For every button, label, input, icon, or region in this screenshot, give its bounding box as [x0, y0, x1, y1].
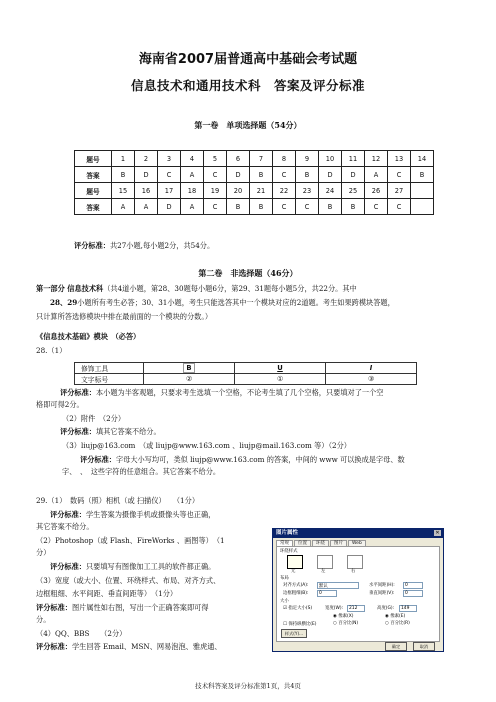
doc-title: 海南省2007届普通高中基础会考试题: [138, 52, 358, 67]
part1-note: 评分标准：共27小题,每小题2分，共54分。: [74, 241, 215, 250]
table-cell: B: [250, 199, 273, 215]
table-cell: 20: [227, 183, 250, 199]
table-cell: D: [319, 167, 342, 183]
q29-part2: （2）Photoshop（或 Flash、FireWorks 、画图等） （1: [36, 536, 225, 545]
score-note-6b: 分。: [36, 615, 51, 624]
part2-line2: 28、29小题所有考生必答；30、31小题，考生只能选答其中一个模块对应的2道题。考生如果跨模块答题，: [50, 298, 395, 307]
height-field[interactable]: 149: [399, 605, 417, 612]
table-row: 文字标号 ② ① ③: [75, 374, 417, 385]
module-heading: 《信息技术基础》模块 （必答）: [36, 332, 141, 341]
table-cell: D: [135, 167, 158, 183]
border-label: 边框粗细(B):: [283, 591, 309, 596]
table-cell: 21: [250, 183, 273, 199]
tab-position[interactable]: 位置: [294, 540, 311, 547]
height-label: 高度(G):: [377, 606, 395, 611]
vspace-label: 垂直间距(V):: [369, 591, 395, 596]
table-cell: B: [112, 167, 135, 183]
table-cell: C: [296, 199, 319, 215]
bold-icon: B: [183, 363, 194, 373]
score-note-2: 评分标准：填其它答案不给分。: [60, 427, 161, 436]
q29-part4: （4）QQ、BBS （2分）: [36, 629, 127, 638]
table-cell: D: [342, 167, 365, 183]
border-field[interactable]: 0: [317, 590, 337, 597]
table-cell: [411, 183, 434, 199]
table-cell: 3: [158, 151, 181, 167]
table-cell: B: [411, 167, 434, 183]
page-footer: 技术科答案及评分标准第1页，共4页: [195, 682, 301, 690]
table-cell: B: [342, 199, 365, 215]
wrap-none-icon[interactable]: [287, 555, 303, 569]
table-cell: 24: [319, 183, 342, 199]
score-note-7: 评分标准：学生回答 Email、MSN、网易泡泡、雅虎通、: [36, 642, 222, 651]
part1-heading: 第一卷 单项选择题（54分）: [194, 120, 302, 130]
score-note-1b: 格即可得2分。: [36, 400, 84, 409]
table-cell: 14: [411, 151, 434, 167]
table-cell: 1: [112, 151, 135, 167]
hspace-label: 水平间距(H):: [369, 583, 395, 588]
radio-px-height[interactable]: ◉ 像素(E): [385, 614, 406, 619]
part2-line1: 第一部分 信息技术科（共4道小题，第28、30题每小题6分，第29、31题每小题5分，共22分。其中: [36, 284, 357, 293]
table-cell: B: [319, 199, 342, 215]
doc-subtitle: 信息技术和通用技术科 答案及评分标准: [130, 78, 365, 93]
table-cell: 9: [296, 151, 319, 167]
table-cell: C: [273, 167, 296, 183]
tab-general[interactable]: 常规: [276, 540, 293, 547]
table-cell: 17: [158, 183, 181, 199]
table-cell: 27: [388, 183, 411, 199]
ok-button[interactable]: 确定: [385, 642, 407, 651]
table-cell: D: [158, 199, 181, 215]
part2-heading: 第二卷 非选择题（46分）: [198, 268, 298, 278]
table-row: 修饰工具 B U I: [75, 363, 417, 374]
table-cell: 15: [112, 183, 135, 199]
radio-pct-height[interactable]: ○ 百分比(R): [385, 621, 410, 626]
wrap-right-icon[interactable]: [347, 555, 363, 569]
table-cell: 7: [250, 151, 273, 167]
table-cell: A: [112, 199, 135, 215]
score-note-4: 评分标准：学生答案为摄像手机或摄像头等也正确，: [50, 510, 216, 519]
table-cell: 16: [135, 183, 158, 199]
tab-picture[interactable]: 图片: [330, 540, 347, 547]
score-note-4b: 其它答案不给分。: [36, 522, 94, 531]
wrap-none-label: 无: [291, 569, 296, 574]
vspace-field[interactable]: 0: [403, 590, 423, 597]
dialog-pane: [276, 546, 440, 642]
table-cell: C: [388, 199, 411, 215]
table-cell: C: [365, 199, 388, 215]
table-row: 答案 A A D A C B B C C B B C C: [75, 199, 434, 215]
table-cell: C: [273, 199, 296, 215]
underline-icon: U: [277, 364, 283, 372]
close-icon[interactable]: ✕: [435, 530, 440, 536]
table-row: 题号 1 2 3 4 5 6 7 8 9 10 11 12 13 14: [75, 151, 434, 167]
spec-size-checkbox[interactable]: ☑ 指定大小(S): [283, 606, 313, 611]
table-cell: C: [204, 167, 227, 183]
table-row: 答案 B D C A C D B C B D D A C B: [75, 167, 434, 183]
q29-part3b: 边框粗细、水平间距、垂直间距等） （1分）: [36, 589, 178, 598]
style-button[interactable]: 样式(Y)...: [281, 629, 307, 638]
italic-icon: I: [369, 364, 373, 372]
table-cell: C: [204, 199, 227, 215]
table-cell: 6: [227, 151, 250, 167]
picture-properties-dialog: [272, 528, 444, 652]
hspace-field[interactable]: 0: [403, 582, 423, 589]
tab-wrap[interactable]: 环绕: [312, 540, 329, 547]
part2-line3: 只计算所答选修模块中排在最前面的一个模块的分数。）: [36, 312, 213, 321]
answer-table: [74, 150, 434, 215]
table-cell: 4: [181, 151, 204, 167]
table-cell: A: [181, 167, 204, 183]
size-label: 大小: [280, 599, 289, 604]
table-cell: B: [250, 167, 273, 183]
q29-part2b: 分）: [36, 548, 51, 557]
table-cell: B: [227, 199, 250, 215]
table-cell: 26: [365, 183, 388, 199]
table-cell: 5: [204, 151, 227, 167]
tab-web[interactable]: Web: [348, 540, 366, 547]
table-cell: 23: [296, 183, 319, 199]
table-cell: C: [158, 167, 181, 183]
table-cell: 12: [365, 151, 388, 167]
width-label: 宽度(W):: [325, 606, 344, 611]
table-cell: 22: [273, 183, 296, 199]
table-cell: A: [181, 199, 204, 215]
table-cell: A: [135, 199, 158, 215]
table-cell: [411, 199, 434, 215]
table-cell: 8: [273, 151, 296, 167]
table-cell: C: [388, 167, 411, 183]
score-note-6: 评分标准：图片属性如右图，写出一个正确答案即可得: [36, 603, 209, 612]
tool-table: [74, 362, 417, 385]
wrap-left-icon[interactable]: [317, 555, 333, 569]
cancel-button[interactable]: 取消: [413, 642, 435, 651]
q28-part2: （2）附件 （2分）: [62, 414, 126, 423]
table-cell: 13: [388, 151, 411, 167]
table-cell: 19: [204, 183, 227, 199]
wrap-style-label: 环绕样式: [280, 549, 298, 554]
q28-label: 28.（1）: [36, 346, 67, 355]
q29-part1: 29.（1） 数码（照）相机（或 扫描仪） （1分）: [36, 496, 200, 505]
table-cell: 25: [342, 183, 365, 199]
wrap-left-label: 左: [321, 569, 326, 574]
keep-ratio-checkbox[interactable]: ☐ 保持纵横比(E): [283, 622, 317, 627]
radio-pct-width[interactable]: ○ 百分比(N): [333, 621, 359, 626]
layout-label: 布局: [280, 576, 289, 581]
align-label: 对齐方式(A):: [283, 583, 309, 588]
table-cell: B: [296, 167, 319, 183]
q28-part3: （3）liujp@163.com （或 liujp@www.163.com 、liujp@mail.163.com 等）（2分）: [62, 441, 351, 450]
align-select[interactable]: 默认: [317, 582, 359, 589]
width-field[interactable]: 212: [347, 605, 365, 612]
q29-part3: （3）宽度（或大小、位置、环绕样式、布局、对齐方式、: [36, 576, 221, 585]
table-cell: 10: [319, 151, 342, 167]
table-cell: 2: [135, 151, 158, 167]
table-cell: 18: [181, 183, 204, 199]
score-note-5: 评分标准：只要填写有图像加工工具的软件都正确。: [50, 562, 216, 571]
score-note-1: 评分标准：本小题为半客观题，只要求考生选填一个空格，不论考生填了几个空格，只要填对了一个空: [60, 388, 384, 397]
table-cell: 11: [342, 151, 365, 167]
table-cell: D: [227, 167, 250, 183]
table-row: 题号 15 16 17 18 19 20 21 22 23 24 25 26 27: [75, 183, 434, 199]
score-note-3b: 字、 、 这些字符的任意组合。其它答案不给分。: [62, 467, 221, 476]
score-note-3: 评分标准：字母大小写均可，类似 liujp@www.163.com 的答案，中间的 www 可以换成是字母、数: [80, 455, 405, 464]
radio-px-width[interactable]: ◉ 像素(X): [333, 614, 354, 619]
wrap-right-label: 右: [351, 569, 356, 574]
dialog-titlebar: 图片属性: [273, 529, 443, 538]
table-cell: A: [365, 167, 388, 183]
